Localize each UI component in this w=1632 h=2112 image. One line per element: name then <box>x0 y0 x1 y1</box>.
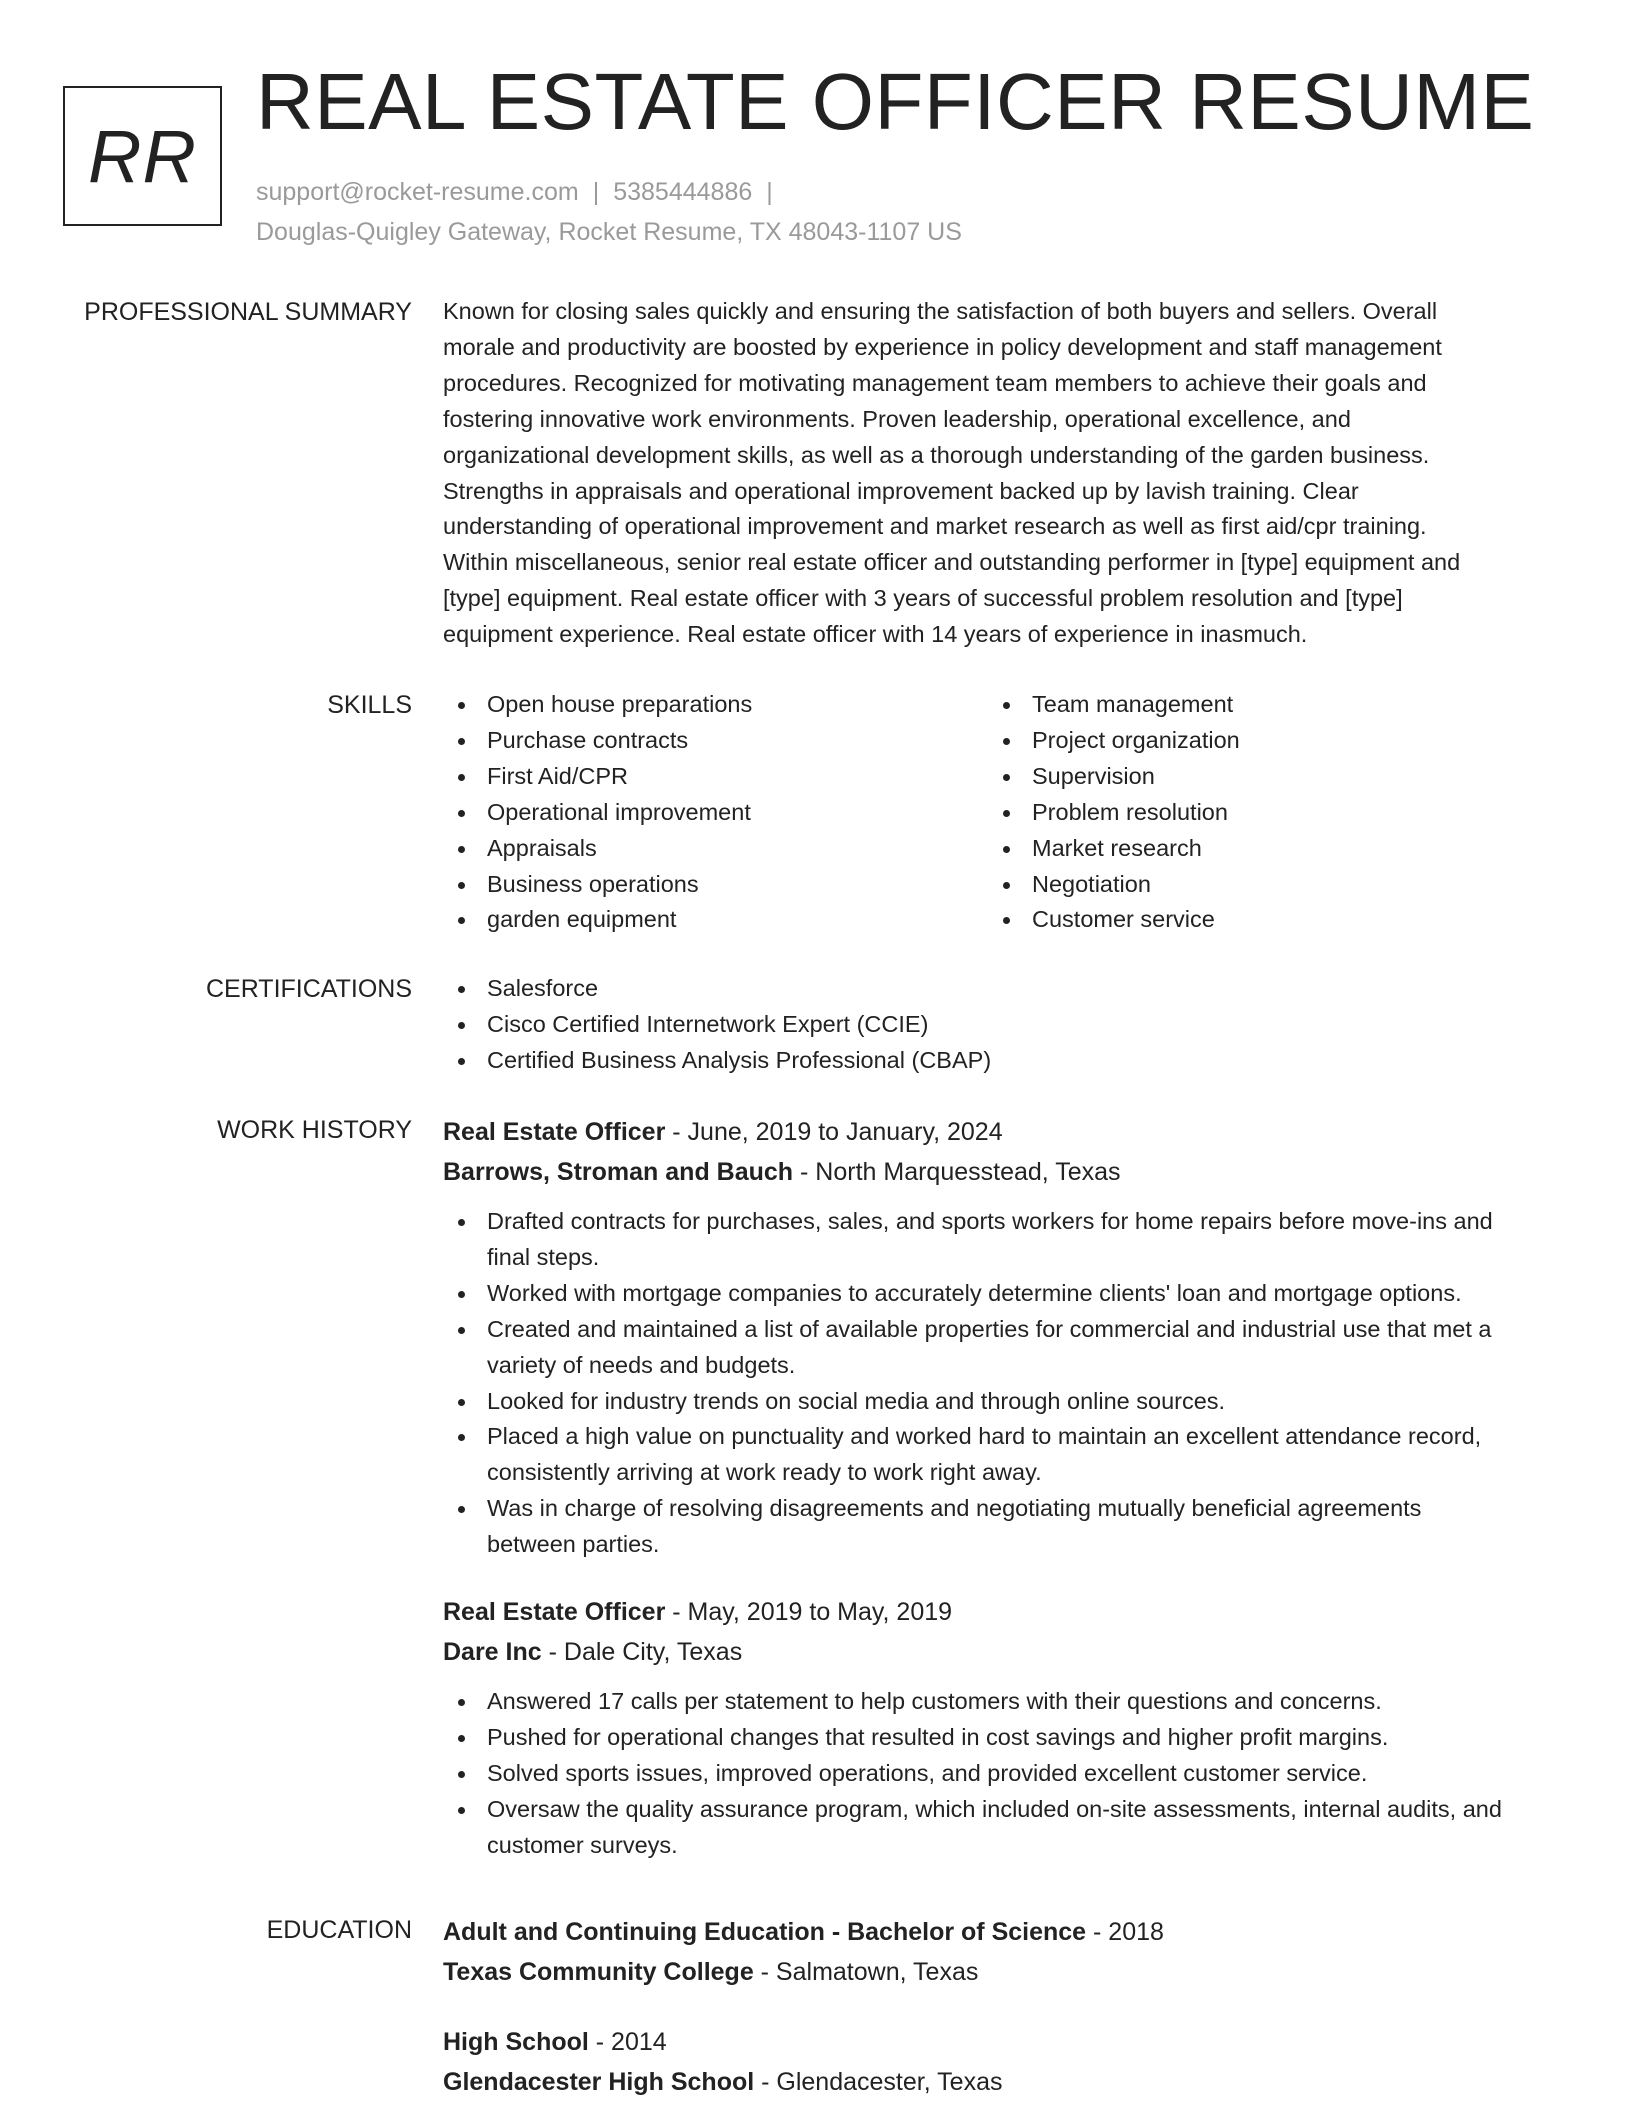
duty-line: between parties. <box>487 1531 660 1558</box>
education-entry <box>443 2022 1555 2102</box>
section-label-work-history: WORK HISTORY <box>217 1116 412 1144</box>
duty-line: customer surveys. <box>487 1831 678 1858</box>
job-title: Real Estate Officer <box>443 1598 666 1627</box>
job-entry <box>443 1592 1555 1864</box>
certifications-list <box>443 971 1555 1079</box>
summary-line: morale and productivity are boosted by experience in policy development and staff management <box>443 333 1442 360</box>
certification-item: Certified Business Analysis Professional (CBAP) <box>443 1043 1555 1079</box>
section-label-summary: PROFESSIONAL SUMMARY <box>84 298 412 326</box>
job-title-line <box>443 1112 1555 1152</box>
education-degree: Adult and Continuing Education - Bachelor of Science <box>443 1918 1087 1946</box>
summary-line: Strengths in appraisals and operational improvement backed up by lavish training. Clear <box>443 477 1359 504</box>
education-school: Texas Community College <box>443 1958 754 1986</box>
skill-item: Operational improvement <box>443 795 988 831</box>
section-label-skills: SKILLS <box>327 691 412 719</box>
skill-item: Negotiation <box>988 867 1533 903</box>
summary-line: fostering innovative work environments. Proven leadership, operational excellence, and <box>443 405 1351 432</box>
job-duties-list <box>443 1204 1555 1563</box>
skill-item: Supervision <box>988 759 1533 795</box>
skills-list-right <box>988 687 1533 938</box>
duty-line: Looked for industry trends on social media and through online sources. <box>487 1387 1226 1414</box>
skill-item: Purchase contracts <box>443 723 988 759</box>
skill-item: Team management <box>988 687 1533 723</box>
education-school-line <box>443 2062 1555 2102</box>
job-location: - Dale City, Texas <box>541 1638 743 1667</box>
skills-list-left <box>443 687 988 938</box>
section-label-education: EDUCATION <box>266 1916 412 1944</box>
duty-line: final steps. <box>487 1243 600 1270</box>
resume-title: REAL ESTATE OFFICER RESUME <box>256 57 1535 146</box>
summary-line: equipment experience. Real estate officer with 14 years of experience in inasmuch. <box>443 621 1308 648</box>
contact-separator: | <box>766 178 773 206</box>
job-company-line <box>443 1632 1555 1672</box>
contact-email: support@rocket-resume.com <box>256 178 579 206</box>
education-location: - Salmatown, Texas <box>753 1958 979 1986</box>
job-duty <box>443 1312 1555 1384</box>
skill-item: Customer service <box>988 902 1533 938</box>
summary-line: [type] equipment. Real estate officer with 3 years of successful problem resolution and [type] <box>443 585 1403 612</box>
skill-item: Problem resolution <box>988 795 1533 831</box>
duty-line: consistently arriving at work ready to work right away. <box>487 1459 1042 1486</box>
job-company: Barrows, Stroman and Bauch <box>443 1158 794 1186</box>
certification-item: Cisco Certified Internetwork Expert (CCIE) <box>443 1007 1555 1043</box>
job-duty <box>443 1276 1555 1312</box>
skill-item: garden equipment <box>443 902 988 938</box>
job-entry <box>443 1112 1555 1563</box>
education-year: - 2018 <box>1086 1918 1164 1946</box>
job-duty <box>443 1720 1555 1756</box>
duty-line: Solved sports issues, improved operations, and provided excellent customer service. <box>487 1759 1368 1786</box>
duty-line: Was in charge of resolving disagreements and negotiating mutually beneficial agreements <box>487 1495 1422 1522</box>
skill-item: Open house preparations <box>443 687 988 723</box>
skill-item: Project organization <box>988 723 1533 759</box>
summary-line: Known for closing sales quickly and ensuring the satisfaction of both buyers and sellers. Overall <box>443 298 1438 324</box>
certifications-body <box>443 971 1555 1079</box>
duty-line: Placed a high value on punctuality and worked hard to maintain an excellent attendance record, <box>487 1423 1482 1450</box>
duty-line: Answered 17 calls per statement to help customers with their questions and concerns. <box>487 1688 1382 1715</box>
education-entry <box>443 1912 1555 1992</box>
skill-item: First Aid/CPR <box>443 759 988 795</box>
job-duty <box>443 1204 1555 1276</box>
skill-item: Appraisals <box>443 831 988 867</box>
education-school: Glendacester High School <box>443 2068 755 2096</box>
education-location: - Glendacester, Texas <box>754 2068 1003 2096</box>
job-duty <box>443 1684 1555 1720</box>
job-dates: - June, 2019 to January, 2024 <box>665 1118 1003 1146</box>
education-degree-line <box>443 1912 1555 1952</box>
education-degree: High School <box>443 2028 589 2056</box>
skills-columns <box>443 687 1555 938</box>
summary-line: organizational development skills, as well as a thorough understanding of the garden business. <box>443 441 1430 468</box>
summary-line: procedures. Recognized for motivating management team members to achieve their goals and <box>443 369 1427 396</box>
job-duties-list <box>443 1684 1555 1864</box>
job-dates: - May, 2019 to May, 2019 <box>665 1598 953 1627</box>
job-company-line <box>443 1152 1555 1192</box>
education-year: - 2014 <box>588 2028 667 2056</box>
summary-line: understanding of operational improvement and market research as well as first aid/cpr training. <box>443 513 1427 540</box>
job-duty <box>443 1491 1555 1563</box>
summary-text <box>443 294 1555 653</box>
duty-line: variety of needs and budgets. <box>487 1351 796 1378</box>
duty-line: Drafted contracts for purchases, sales, and sports workers for home repairs before move-ins and <box>487 1208 1493 1234</box>
contact-address: Douglas-Quigley Gateway, Rocket Resume, TX 48043-1107 US <box>256 218 962 246</box>
skill-item: Business operations <box>443 867 988 903</box>
contact-phone: 5385444886 <box>613 178 753 206</box>
job-duty <box>443 1756 1555 1792</box>
section-label-certifications: CERTIFICATIONS <box>205 975 412 1003</box>
contact-line-1 <box>256 172 962 212</box>
education-degree-line <box>443 2022 1555 2062</box>
job-duty <box>443 1419 1555 1491</box>
duty-line: Created and maintained a list of available properties for commercial and industrial use that met a <box>487 1315 1492 1342</box>
job-title-line <box>443 1592 1555 1632</box>
monogram-logo <box>63 86 222 226</box>
duty-line: Worked with mortgage companies to accurately determine clients' loan and mortgage options. <box>487 1279 1462 1306</box>
contact-separator: | <box>592 178 600 206</box>
education-body <box>443 1912 1555 2102</box>
skill-item: Market research <box>988 831 1533 867</box>
job-duty <box>443 1384 1555 1420</box>
certification-item: Salesforce <box>443 971 1555 1007</box>
duty-line: Pushed for operational changes that resulted in cost savings and higher profit margins. <box>487 1723 1389 1750</box>
contact-info <box>256 172 962 252</box>
work-history-body <box>443 1112 1555 1864</box>
education-school-line <box>443 1952 1555 1992</box>
job-duty <box>443 1792 1555 1864</box>
job-company: Dare Inc <box>443 1638 542 1667</box>
job-title: Real Estate Officer <box>443 1118 666 1146</box>
monogram-text: RR <box>88 114 197 198</box>
job-location: - North Marquesstead, Texas <box>793 1158 1121 1186</box>
duty-line: Oversaw the quality assurance program, which included on-site assessments, internal audits, and <box>487 1795 1502 1822</box>
summary-line: Within miscellaneous, senior real estate officer and outstanding performer in [type] equipment and <box>443 549 1461 576</box>
